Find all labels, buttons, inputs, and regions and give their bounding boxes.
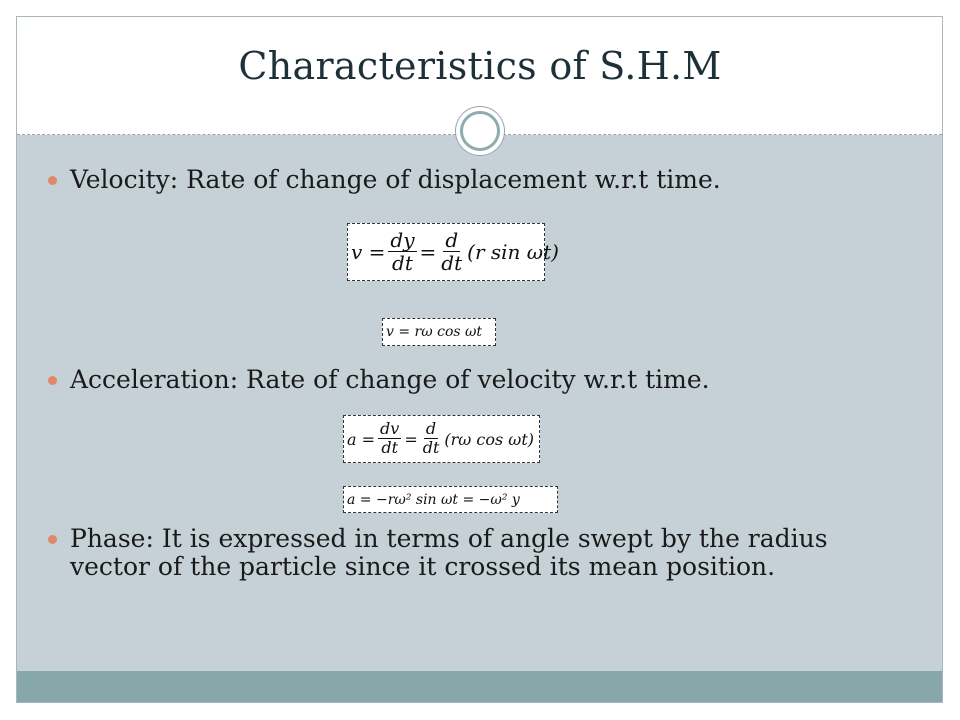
eq-a-result: a = −rω² sin ωt = −ω² y [347, 491, 520, 508]
fraction-d-dt [439, 230, 464, 274]
eq-rwcoswt: (rω cos ωt) [444, 429, 535, 449]
fraction-dv-dt [378, 421, 401, 456]
eq-a-lhs: a = [347, 429, 376, 449]
slide-title: Characteristics of S.H.M [238, 44, 722, 88]
frac-num: d [445, 228, 459, 252]
frac-den: dt [381, 438, 398, 458]
frac-den: dt [441, 251, 463, 275]
bullet-dot-icon [48, 176, 57, 185]
eq-equals: = [419, 240, 437, 264]
bullet-dot-icon [48, 535, 57, 544]
frac-num: dv [380, 419, 400, 439]
fraction-d-dt [421, 421, 442, 456]
acceleration-result-equation [343, 486, 558, 513]
velocity-derivation-equation [347, 223, 559, 281]
eq-v-lhs: v = [351, 240, 386, 264]
eq-rsinwt: (r sin ωt) [467, 240, 559, 264]
frac-num: dy [390, 228, 415, 252]
footer-band [17, 671, 942, 702]
frac-den: dt [392, 251, 413, 275]
fraction-dy-dt [388, 230, 416, 274]
eq-equals: = [404, 429, 418, 449]
acceleration-derivation-equation [343, 415, 540, 463]
bullet-text: Velocity: Rate of change of displacement w.r.t time. [70, 165, 721, 194]
frac-num: d [425, 419, 437, 439]
bullet-dot-icon [48, 376, 57, 385]
bullet-text: Phase: It is expressed in terms of angle swept by the radius vector of the particle since it crossed its mean position. [70, 524, 828, 581]
frac-den: dt [422, 438, 440, 458]
velocity-result-equation [382, 318, 496, 346]
decorative-ring-inner-icon [460, 111, 500, 151]
bullet-text: Acceleration: Rate of change of velocity w.r.t time. [70, 365, 710, 394]
eq-v-result: v = rω cos ωt [386, 324, 483, 340]
